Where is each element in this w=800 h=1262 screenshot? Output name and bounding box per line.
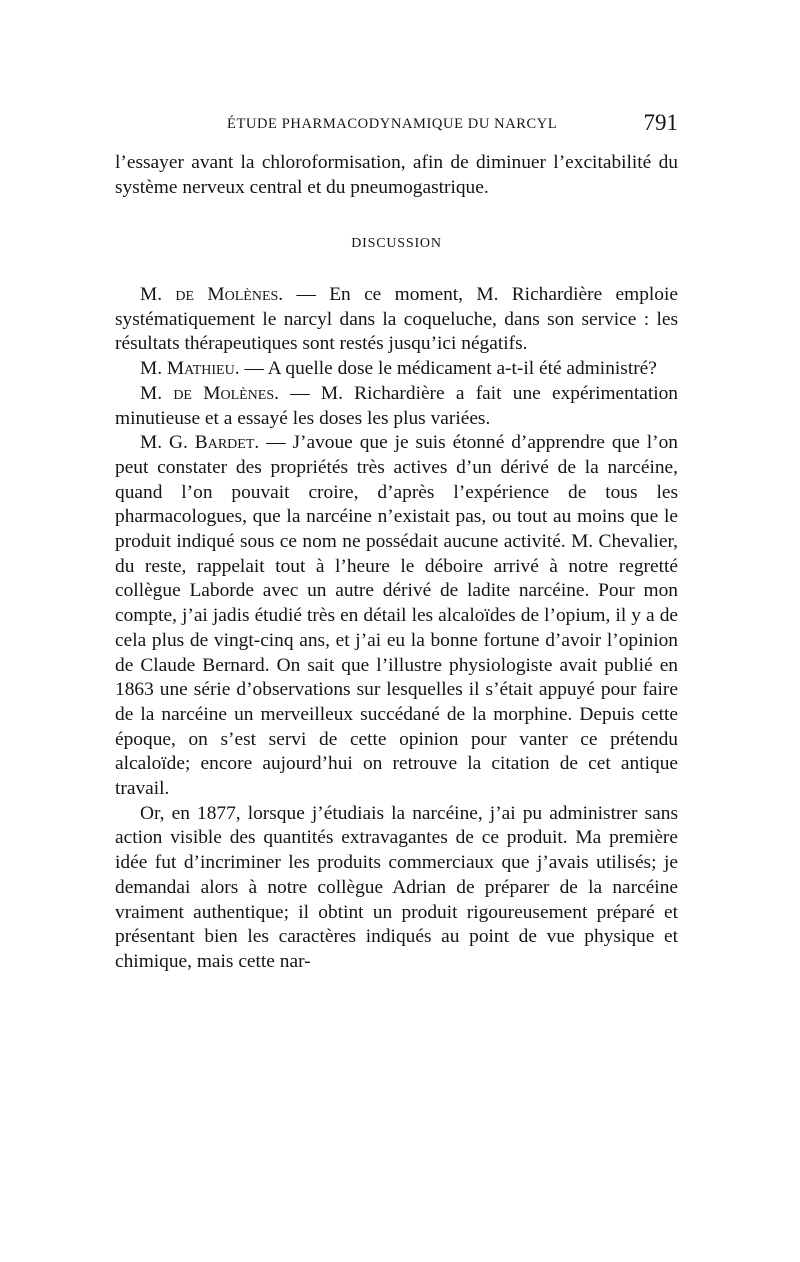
paragraph-text: — J’avoue que je suis étonné d’apprendre que l’on peut constater des propriétés très actives d’un dérivé de la narcéine, quand l’on pouvait croire, d’après l’expérience de tous les pharmacologues, que la narcéine n’existait pas, ou tout au moins que le produit indiqué sous ce nom ne possédait aucune activité. M. Chevalier, du reste, rappelait tout à l’heure le déboire arrivé à notre regretté collègue Laborde avec un autre dérivé de ladite narcéine. Pour mon compte, j’ai jadis étudié très en détail les alcaloïdes de l’opium, il y a de cela plus de vingt-cinq ans, et j’ai eu la bonne fortune d’avoir l’opinion de Claude Bernard. On sait que l’illustre physiologiste avait publié en 1863 une série d’observations sur lesquelles il s’était appuyé pour faire de la narcéine un merveilleux succédané de la morphine. Depuis cette époque, on s’est servi de cette opinion pour vanter ce prétendu alcaloïde; encore aujourd’hui on retrouve la citation de cet antique travail. [115, 432, 678, 800]
intro-block [115, 151, 678, 200]
intro-paragraph: l’essayer avant la chloroformisation, afin de diminuer l’excitabilité du système nerveux central et du pneumogastrique. [115, 152, 678, 198]
paragraph-mathieu [115, 357, 678, 382]
discussion-body [115, 283, 678, 975]
section-heading: DISCUSSION [351, 236, 442, 251]
speaker-name: M. de Molènes. [140, 382, 279, 404]
speaker-name: M. G. Bardet. [140, 432, 260, 454]
running-title: ÉTUDE PHARMACODYNAMIQUE DU NARCYL [227, 116, 558, 132]
paragraph-text: — A quelle dose le médicament a-t-il été administré? [244, 358, 657, 380]
paragraph-text: Or, en 1877, lorsque j’étudiais la narcéine, j’ai pu administrer sans action visible des quantités extravagantes de ce produit. Ma première idée fut d’incriminer les produits commerciaux que j’avais utilisés; je demandai alors à notre collègue Adrian de préparer de la narcéine vraiment authentique; il obtint un produit rigoureusement préparé et présentant bien les caractères indiqués au point de vue physique et chimique, mais cette nar- [115, 802, 678, 972]
speaker-name: M. Mathieu. [140, 358, 240, 380]
paragraph-bardet [115, 431, 678, 802]
page-number: 791 [643, 110, 678, 135]
paragraph-molenes-1 [115, 283, 678, 357]
paragraph-text: — M. Richardière a fait une expérimentation minutieuse et a essayé les doses les plus variées. [115, 382, 678, 429]
running-head [115, 110, 678, 140]
paragraph-text: — En ce moment, M. Richardière emploie systématiquement le narcyl dans la coqueluche, dans son service : les résultats thérapeutiques sont restés jusqu’ici négatifs. [115, 284, 678, 355]
paragraph-molenes-2 [115, 382, 678, 431]
paragraph-bardet-continued [115, 802, 678, 975]
speaker-name: M. de Molènes. [140, 284, 284, 305]
